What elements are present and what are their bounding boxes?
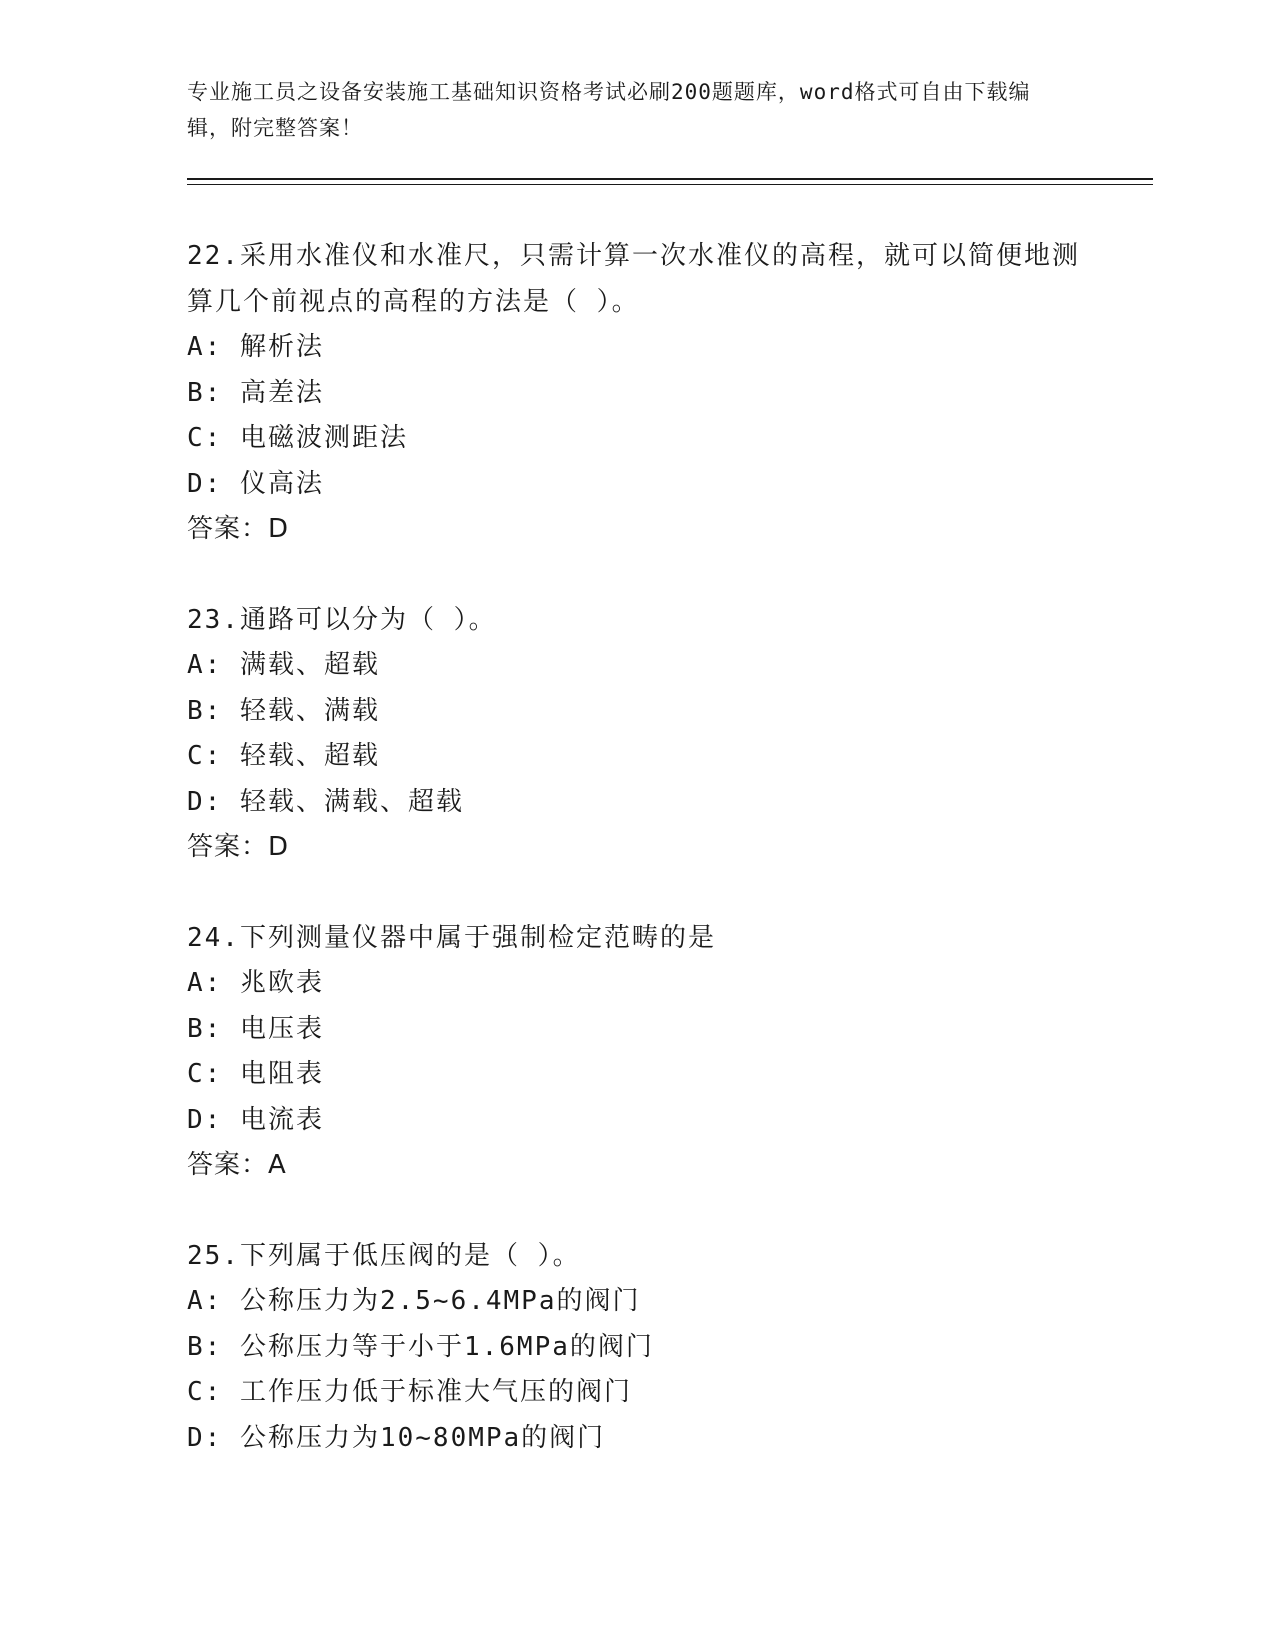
header-divider-thin	[187, 184, 1153, 185]
option-a: A: 解析法	[187, 332, 324, 362]
header-divider-thick	[187, 178, 1153, 180]
option-d: D: 公称压力为10~80MPa的阀门	[187, 1422, 606, 1453]
option-c: C: 电阻表	[187, 1059, 324, 1089]
option-a: A: 公称压力为2.5~6.4MPa的阀门	[187, 1286, 641, 1316]
option-b: B: 电压表	[187, 1013, 324, 1044]
option-c: C: 电磁波测距法	[187, 423, 408, 453]
question-25	[187, 1234, 1107, 1462]
answer-line: 答案：D	[187, 832, 290, 862]
question-24	[187, 916, 1107, 1189]
question-stem: 24.下列测量仪器中属于强制检定范畴的是	[187, 922, 716, 953]
option-d: D: 轻载、满载、超载	[187, 786, 464, 817]
question-22	[187, 234, 1107, 553]
answer-line: 答案：D	[187, 514, 290, 544]
option-c: C: 工作压力低于标准大气压的阀门	[187, 1377, 632, 1407]
option-a: A: 兆欧表	[187, 968, 324, 998]
option-b: B: 轻载、满载	[187, 695, 380, 726]
question-stem: 23.通路可以分为（ ）。	[187, 604, 497, 635]
option-b: B: 公称压力等于小于1.6MPa的阀门	[187, 1331, 654, 1362]
question-stem: 25.下列属于低压阀的是（ ）。	[187, 1240, 581, 1271]
option-c: C: 轻载、超载	[187, 741, 380, 771]
option-a: A: 满载、超载	[187, 650, 380, 680]
option-b: B: 高差法	[187, 377, 324, 408]
question-list	[187, 234, 1107, 1506]
option-d: D: 仪高法	[187, 468, 324, 499]
option-d: D: 电流表	[187, 1104, 324, 1135]
question-stem: 22.采用水准仪和水准尺，只需计算一次水准仪的高程，就可以简便地测算几个前视点的高程的方法是（ ）。	[187, 241, 1080, 317]
answer-line: 答案：A	[187, 1150, 287, 1180]
question-23	[187, 598, 1107, 871]
document-header: 专业施工员之设备安装施工基础知识资格考试必刷200题题库，word格式可自由下载编辑，附完整答案！	[187, 80, 1031, 140]
